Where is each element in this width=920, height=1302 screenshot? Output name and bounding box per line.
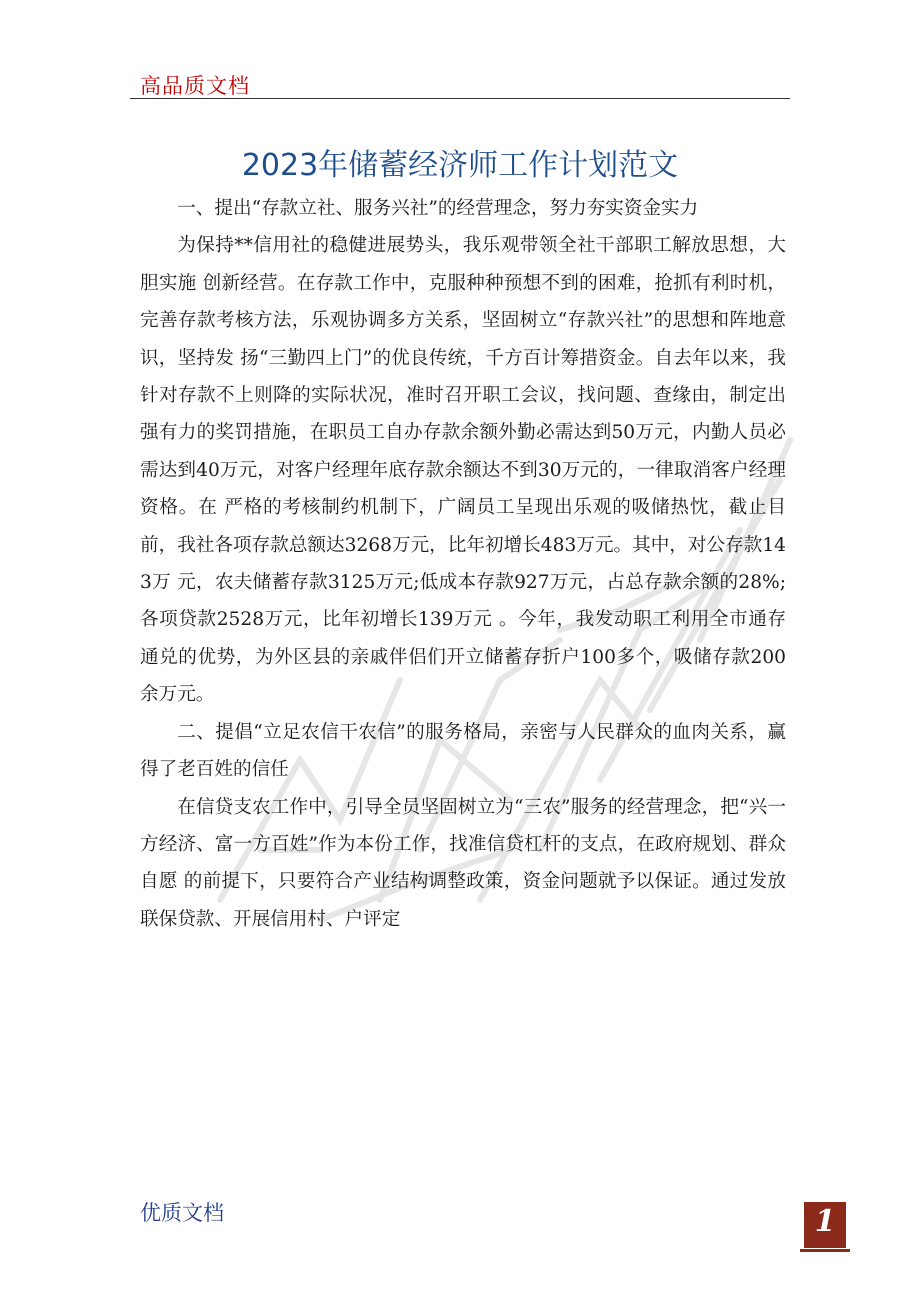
page-header: [130, 68, 790, 99]
header-label: 高品质文档: [140, 74, 250, 98]
footer-label: 优质文档: [140, 1201, 224, 1225]
document-title: 2023年储蓄经济师工作计划范文: [241, 148, 679, 183]
page-number-badge: [804, 1202, 846, 1248]
section-heading: 一、提出“存款立社、服务兴社”的经营理念，努力夯实资金实力: [177, 198, 699, 219]
document-body: [140, 190, 786, 938]
body-paragraph: 在信贷支农工作中，引导全员坚固树立为“三农”服务的经营理念，把“兴一方经济、富一方百姓”作为本份工作，找准信贷杠杆的支点，在政府规划、群众自愿 的前提下，只要符合产业结构调整政策，资金问题就予以保证。通过发放联保贷款、开展信用村、户评定: [140, 796, 786, 930]
section-heading: 二、提倡“立足农信干农信”的服务格局，亲密与人民群众的血肉关系，赢得了老百姓的信任: [140, 721, 786, 781]
page-badge-underline: [800, 1249, 850, 1252]
page-number: 1: [814, 1204, 836, 1239]
body-paragraph: 为保持**信用社的稳健进展势头，我乐观带领全社干部职工解放思想，大胆实施 创新经营。在存款工作中，克服种种预想不到的困难，抢抓有利时机，完善存款考核方法，乐观协调多方关系，坚固树立“存款兴社”的思想和阵地意识，坚持发 扬“三勤四上门”的优良传统，千方百计筹措资金。自去年以来，我针对存款不上则降的实际状况，准时召开职工会议，找问题、查缘由，制定出强有力的奖罚措施，在职员工自办存款余额外勤必需达到50万元，内勤人员必需达到40万元，对客户经理年底存款余额达不到30万元的，一律取消客户经理资格。在 严格的考核制约机制下，广阔员工呈现出乐观的吸储热忱，截止目前，我社各项存款总额达3268万元，比年初增长483万元。其中，对公存款143万 元，农夫储蓄存款3125万元;低成本存款927万元，占总存款余额的28%;各项贷款2528万元，比年初增长139万元 。今年，我发动职工利用全市通存通兑的优势，为外区县的亲戚伴侣们开立储蓄存折户100多个，吸储存款200余万元。: [140, 235, 786, 706]
